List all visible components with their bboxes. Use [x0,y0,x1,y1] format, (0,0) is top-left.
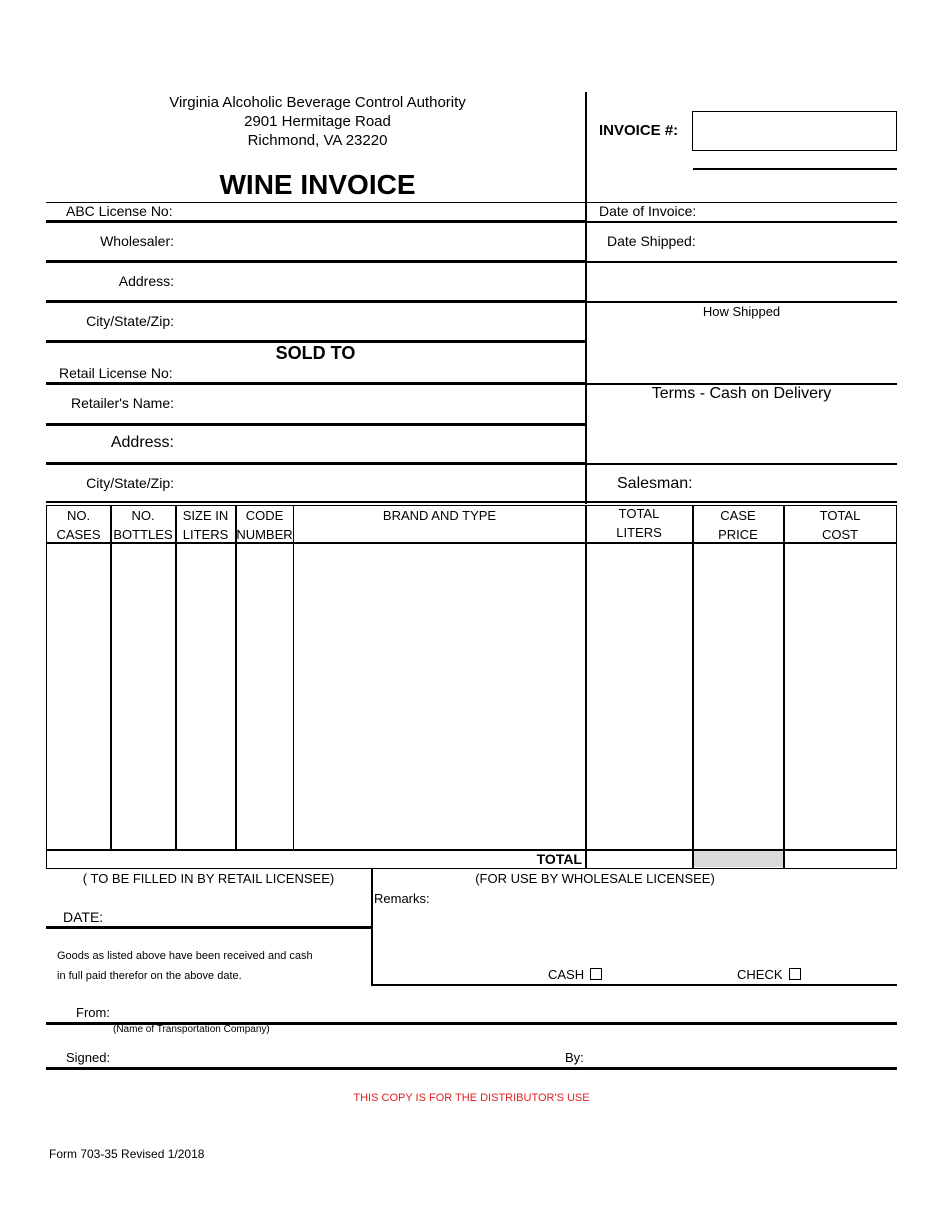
wholesaler-field-line[interactable] [46,260,585,263]
right-row-rule [586,463,897,465]
org-street: 2901 Hermitage Road [244,113,391,130]
retailer-name-label: Retailer's Name: [70,395,174,411]
retail-license-field-line[interactable] [46,382,585,385]
cash-label: CASH [548,967,585,982]
cash-checkbox[interactable] [590,968,602,980]
column-header-code: CODE NUMBER [236,508,293,542]
check-label: CHECK [737,967,783,982]
invoice-number-field[interactable] [692,111,897,151]
org-name: Virginia Alcoholic Beverage Control Authority [169,94,466,111]
column-header-brand: BRAND AND TYPE [382,508,497,523]
signature-field-line[interactable] [46,1067,897,1070]
section-divider [371,868,373,986]
retail-date-label: DATE: [63,909,104,925]
org-city: Richmond, VA 23220 [247,132,388,149]
retailer-city-label: City/State/Zip: [86,475,174,491]
check-checkbox[interactable] [789,968,801,980]
from-label: From: [76,1005,110,1020]
signed-label: Signed: [66,1050,111,1065]
invoice-number-label: INVOICE #: [599,122,679,139]
page-title: WINE INVOICE [219,169,416,200]
copy-notice: THIS COPY IS FOR THE DISTRIBUTOR'S USE [353,1092,590,1104]
total-cost-cell[interactable] [785,851,895,867]
sold-to-heading: SOLD TO [275,343,356,363]
column-header-size: SIZE IN LITERS [182,508,229,542]
receipt-note-line2: in full paid therefor on the above date. [57,970,242,982]
abc-license-field-line[interactable] [46,220,585,223]
retailer-address-field-line[interactable] [46,462,585,465]
check-option[interactable] [737,968,801,981]
total-label: TOTAL [536,851,582,867]
retailer-address-label: Address: [110,434,174,451]
remarks-label: Remarks: [374,891,430,906]
by-label: By: [565,1050,584,1065]
cash-option[interactable] [548,968,602,981]
date-of-invoice-field-line[interactable] [586,221,897,223]
how-shipped-label: How Shipped [702,304,781,319]
date-shipped-field-line[interactable] [586,261,897,263]
retail-license-label: Retail License No: [59,365,173,381]
column-header-total-cost: TOTAL COST [819,508,861,542]
total-case-price-cell-shaded [694,851,783,867]
items-entry-area[interactable] [47,544,895,849]
receipt-note-line1: Goods as listed above have been received and cash [57,950,313,962]
header-divider [585,92,587,504]
terms-label: Terms - Cash on Delivery [651,385,832,402]
retail-section-heading: ( TO BE FILLED IN BY RETAIL LICENSEE) [82,871,335,886]
abc-license-label: ABC License No: [66,203,173,219]
salesman-label: Salesman: [617,475,693,492]
table-top-rule [46,501,897,503]
date-shipped-label: Date Shipped: [607,233,696,249]
invoice-underline [693,168,897,170]
remarks-field[interactable] [430,890,896,950]
total-liters-cell[interactable] [587,851,692,867]
from-caption: (Name of Transportation Company) [113,1024,270,1035]
wholesale-section-bottom-rule [371,984,897,986]
column-header-cases: NO. CASES [56,508,101,542]
wholesaler-address-label: Address: [118,273,174,289]
wholesaler-label: Wholesaler: [100,233,174,249]
retailer-name-field-line[interactable] [46,423,585,426]
date-of-invoice-label: Date of Invoice: [599,203,697,219]
wholesale-section-heading: (FOR USE BY WHOLESALE LICENSEE) [475,871,715,886]
right-row-rule [586,301,897,303]
column-header-bottles: NO. BOTTLES [113,508,173,542]
column-header-case-price: CASE PRICE [718,508,758,542]
wholesaler-address-field-line[interactable] [46,300,585,303]
form-number: Form 703-35 Revised 1/2018 [49,1147,205,1161]
retail-date-field-line[interactable] [46,926,371,929]
column-header-total-liters: TOTAL LITERS [616,506,662,540]
wholesaler-city-label: City/State/Zip: [86,313,174,329]
row-rule [46,202,897,203]
